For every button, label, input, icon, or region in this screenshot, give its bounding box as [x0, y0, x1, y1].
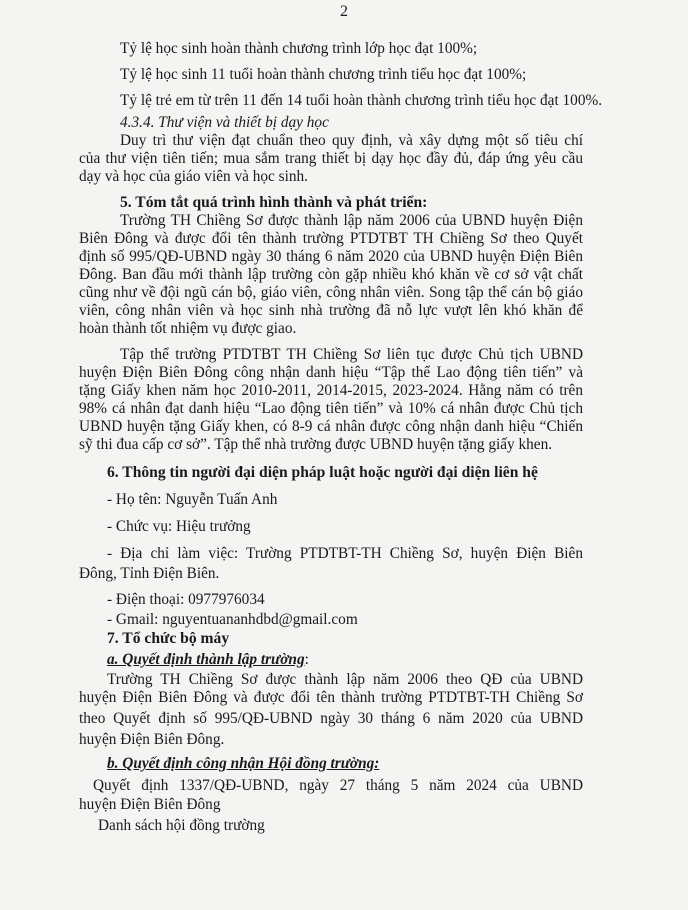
library-line-3: dạy và học của giáo viên và học sinh.	[79, 168, 308, 185]
history-p1-line-4: Đông. Ban đầu mới thành lập trường còn gặp nhiều khó khăn về cơ sở vật chất	[79, 266, 583, 283]
organization-heading: 7. Tổ chức bộ máy	[107, 630, 230, 647]
decision-a-heading	[107, 651, 309, 669]
representative-name: - Họ tên: Nguyễn Tuấn Anh	[107, 491, 278, 508]
representative-heading: 6. Thông tin người đại diện pháp luật hoặc người đại diện liên hệ	[107, 464, 538, 481]
history-p2-line-6: sỹ thi đua cấp cơ sở”. Tập thể nhà trường được UBND huyện tặng giấy khen.	[79, 436, 553, 453]
gmail-label: - Gmail:	[107, 611, 163, 628]
history-heading: 5. Tóm tắt quá trình hình thành và phát triển:	[120, 194, 428, 211]
decision-a-line-4: huyện Điện Biên Đông.	[79, 731, 225, 748]
history-p2-line-5: UBND huyện tặng Giấy khen, có 8-9 cá nhân được công nhận danh hiệu “Chiến	[79, 418, 583, 435]
representative-address-line-2: Đông, Tỉnh Điện Biên.	[79, 565, 220, 582]
gmail-address: nguyentuananhdbd@gmail.com	[162, 611, 358, 628]
history-p2-line-3: tặng Giấy khen năm học 2010-2011, 2014-2015, 2023-2024. Hằng năm có trên	[79, 382, 583, 399]
history-p2-line-2: huyện Điện Biên Đông công nhận danh hiệu “Tập thể Lao động tiên tiến” và	[79, 364, 583, 381]
rate-line-3: Tỷ lệ trẻ em từ trên 11 đến 14 tuổi hoàn thành chương trình tiểu học đạt 100%.	[120, 92, 603, 109]
history-p1-line-3: định số 995/QĐ-UBND ngày 30 tháng 6 năm 2020 của UBND huyện Điện Biên	[79, 248, 583, 265]
representative-address-line-1: - Địa chỉ làm việc: Trường PTDTBT-TH Chiềng Sơ, huyện Điện Biên	[107, 545, 583, 562]
history-p1-line-7: hoàn thành tốt nhiệm vụ được giao.	[79, 320, 297, 337]
history-p1-line-2: Biên Đông và được đổi tên thành trường PTDTBT TH Chiềng Sơ theo Quyết	[79, 230, 583, 247]
rate-line-2: Tỷ lệ học sinh 11 tuổi hoàn thành chương trình tiểu học đạt 100%;	[120, 66, 527, 83]
council-list-label: Danh sách hội đồng trường	[98, 817, 265, 834]
history-p1-line-6: viên, công nhân viên và học sinh nhà trường đã nỗ lực vượt lên khó khăn để	[79, 302, 583, 319]
decision-b-line-2: huyện Điện Biên Đông	[79, 796, 221, 813]
decision-a-title: a. Quyết định thành lập trường	[107, 651, 305, 668]
library-line-2: của thư viện tiên tiến; mua sắm trang thiết bị dạy học đầy đủ, đáp ứng yêu cầu	[79, 150, 583, 167]
page-number: 2	[340, 3, 348, 20]
library-line-1: Duy trì thư viện đạt chuẩn theo quy định, và xây dựng một số tiêu chí	[120, 132, 583, 149]
representative-gmail	[107, 611, 358, 629]
history-p1-line-1: Trường TH Chiềng Sơ được thành lập năm 2006 của UBND huyện Điện	[120, 212, 583, 229]
decision-b-line-1: Quyết định 1337/QĐ-UBND, ngày 27 tháng 5 năm 2024 của UBND	[93, 777, 583, 794]
decision-a-colon: :	[304, 651, 309, 668]
decision-a-line-2: huyện Điện Biên Đông và được đổi tên thành trường PTDTBT-TH Chiềng Sơ	[79, 689, 583, 706]
history-p2-line-4: 98% cá nhân đạt danh hiệu “Lao động tiên tiến” và 10% cá nhân được Chủ tịch	[79, 400, 583, 417]
decision-a-line-1: Trường TH Chiềng Sơ được thành lập năm 2006 theo QĐ của UBND	[107, 671, 583, 688]
decision-b-heading: b. Quyết định công nhận Hội đồng trường:	[107, 755, 380, 772]
representative-phone: - Điện thoại: 0977976034	[107, 591, 265, 608]
history-p1-line-5: cũng như về đội ngũ cán bộ, giáo viên, công nhân viên. Song tập thể cán bộ giáo	[79, 284, 583, 301]
history-p2-line-1: Tập thể trường PTDTBT TH Chiềng Sơ liên tục được Chủ tịch UBND	[120, 346, 583, 363]
representative-position: - Chức vụ: Hiệu trưởng	[107, 518, 251, 535]
decision-a-line-3: theo Quyết định số 995/QĐ-UBND ngày 30 tháng 6 năm 2020 của UBND	[79, 710, 583, 727]
rate-line-1: Tỷ lệ học sinh hoàn thành chương trình lớp học đạt 100%;	[120, 40, 478, 57]
library-heading: 4.3.4. Thư viện và thiết bị dạy học	[120, 114, 329, 131]
